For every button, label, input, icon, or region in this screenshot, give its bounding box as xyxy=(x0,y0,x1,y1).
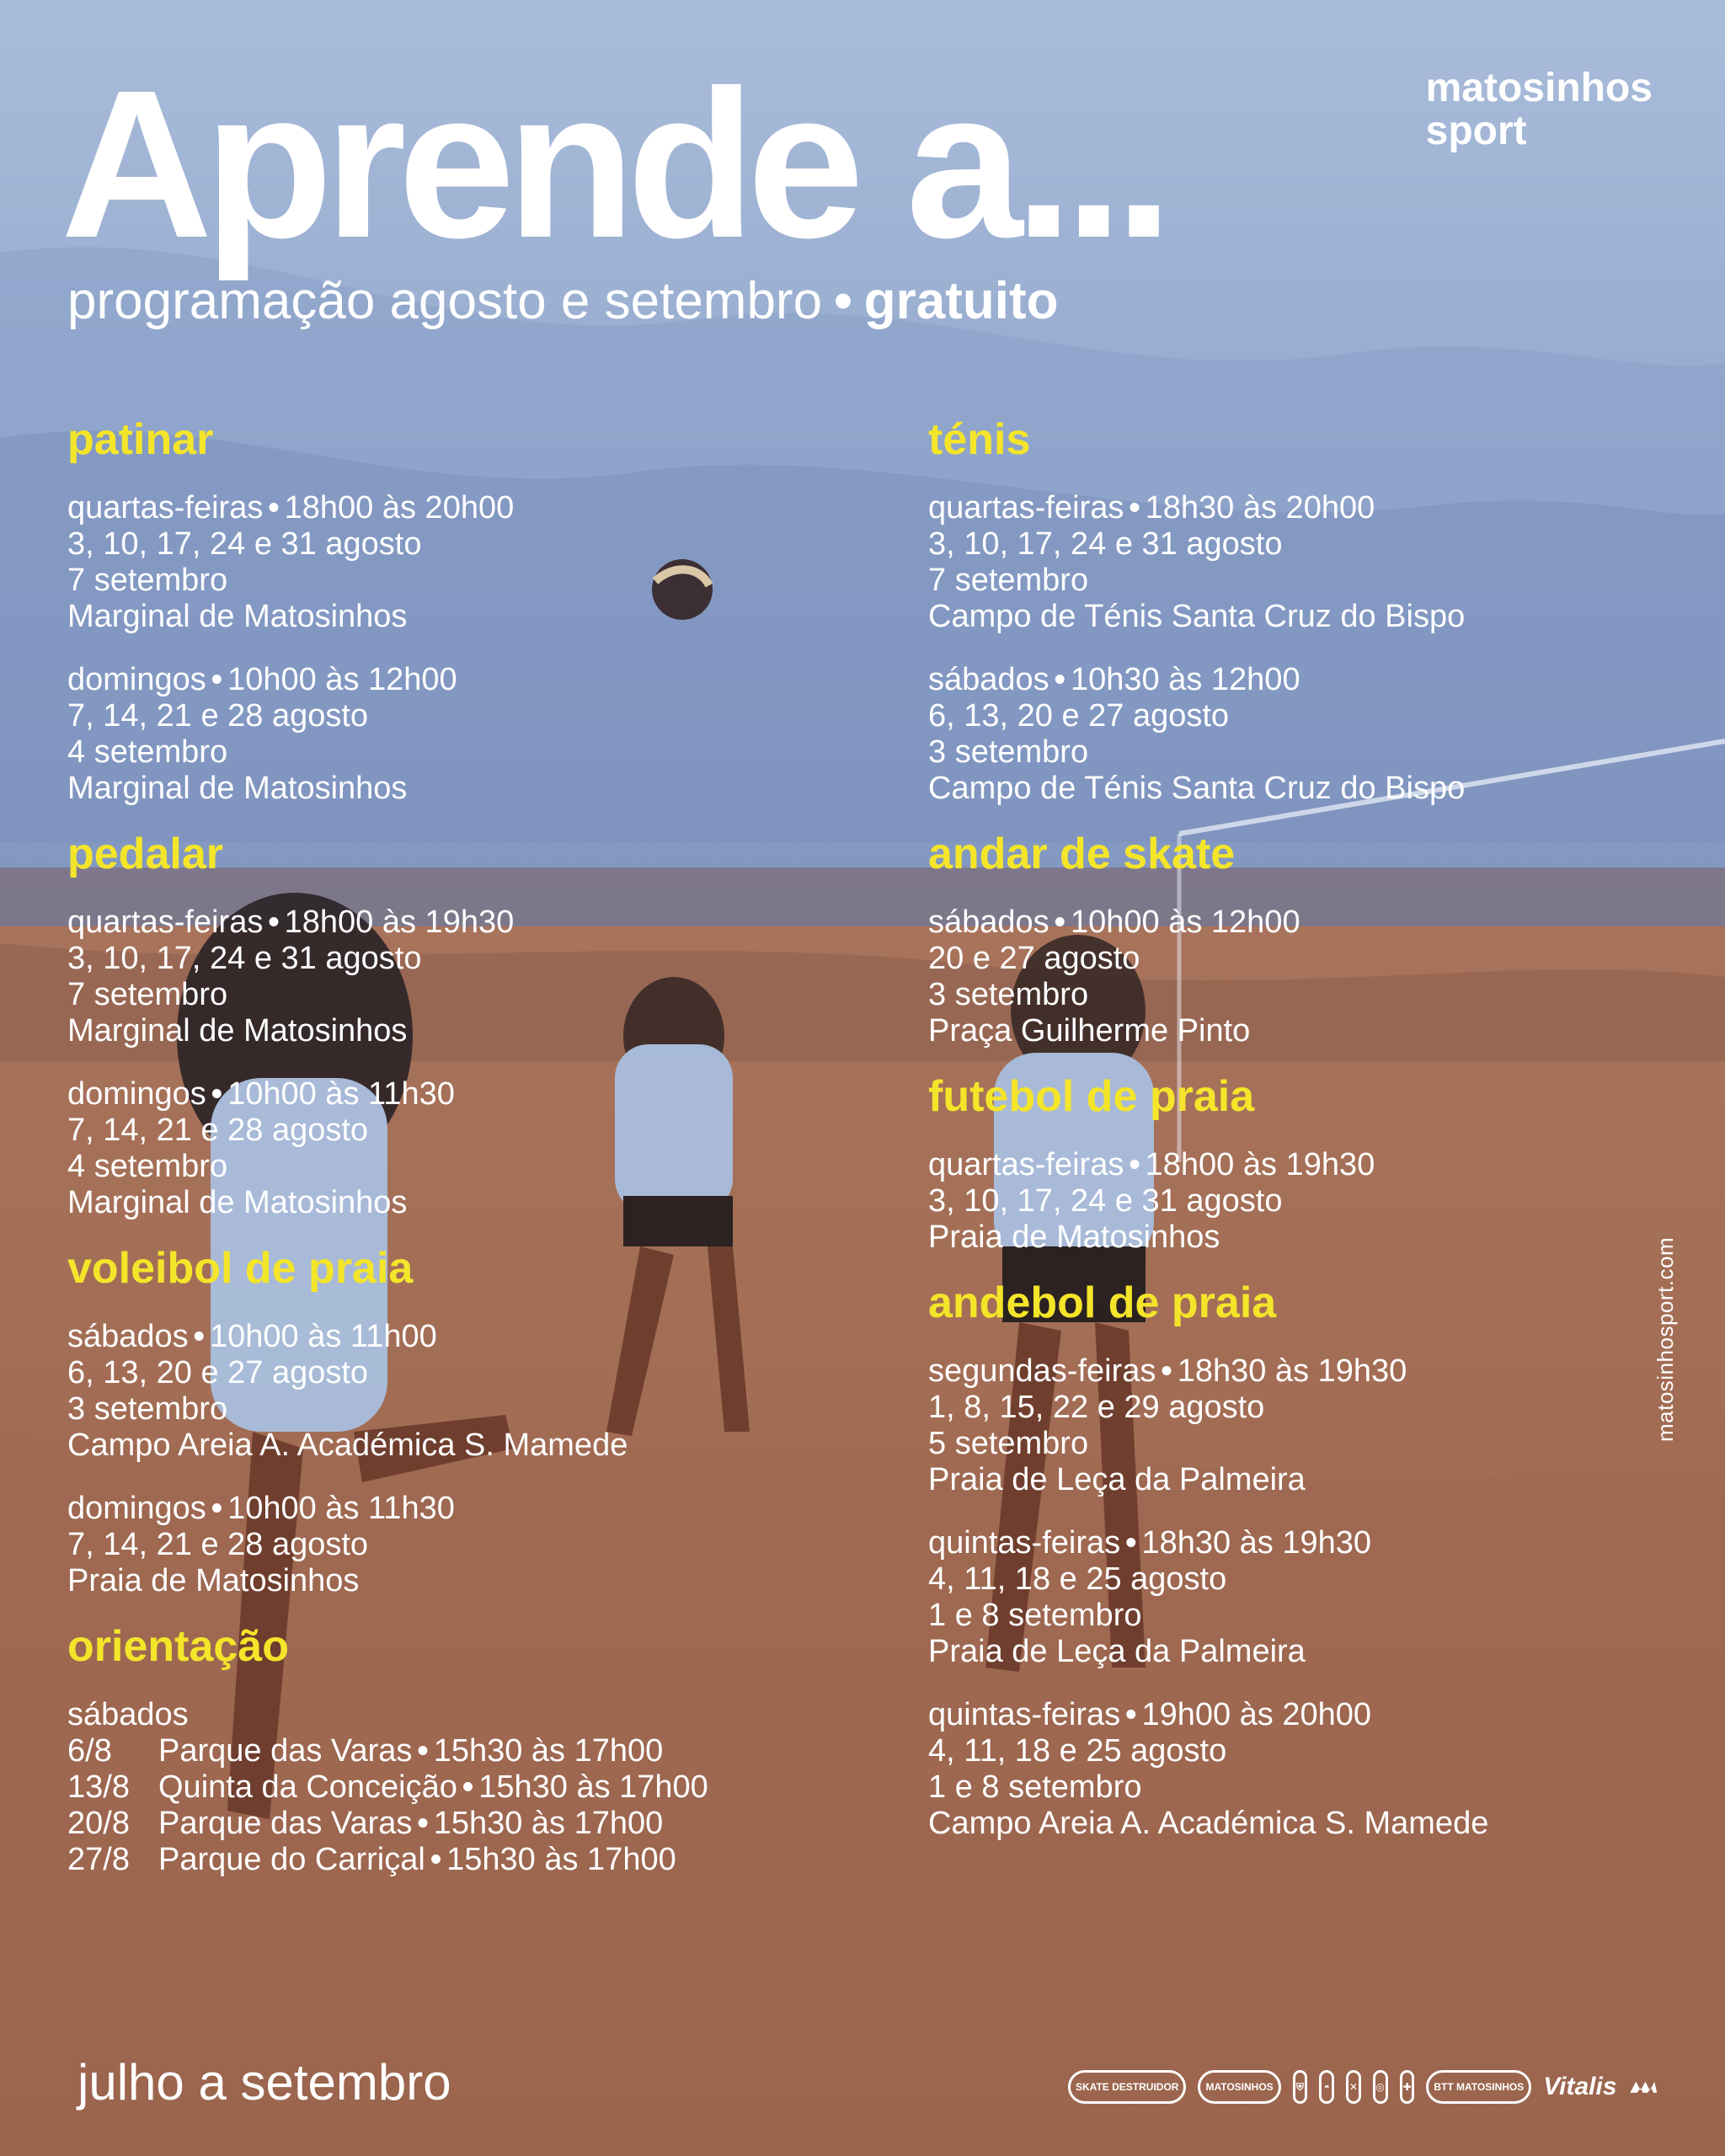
left-column xyxy=(67,413,825,1898)
session-day-time xyxy=(928,1525,1653,1561)
session-place: Marginal de Matosinhos xyxy=(67,1185,408,1220)
activity-title: andar de skate xyxy=(928,830,1236,878)
dot-separator: • xyxy=(193,1319,205,1354)
sponsor-logos xyxy=(1068,2062,1658,2112)
session-time: 10h30 às 12h00 xyxy=(1070,662,1300,697)
dot-separator: • xyxy=(211,1076,223,1112)
activity-title: pedalar xyxy=(67,830,223,878)
session-dates: 20 e 27 agosto xyxy=(928,941,1140,976)
session xyxy=(928,1697,1653,1842)
session-place: Praça Guilherme Pinto xyxy=(928,1013,1251,1049)
session-day: segundas-feiras xyxy=(928,1353,1156,1389)
session-place: Praia de Matosinhos xyxy=(67,1563,360,1598)
subtitle xyxy=(67,271,1059,331)
session-dates: 6, 13, 20 e 27 agosto xyxy=(67,1355,369,1390)
dot-separator: • xyxy=(211,1491,223,1526)
session xyxy=(928,662,1653,807)
session-dates: 1 e 8 setembro xyxy=(928,1769,1142,1805)
badge-icon: ◎ xyxy=(1373,2070,1388,2104)
subtitle-separator: • xyxy=(834,272,852,330)
session-place: Campo Areia A. Académica S. Mamede xyxy=(928,1806,1489,1841)
activity-title: voleibol de praia xyxy=(67,1244,414,1293)
activity-futebol-de-praia xyxy=(928,1070,1653,1256)
schedule-place: Quinta da Conceição xyxy=(158,1769,457,1805)
session-dates: 7 setembro xyxy=(928,563,1089,598)
session xyxy=(928,1525,1653,1670)
dot-separator: • xyxy=(1129,490,1140,526)
matosinhos-club-logo: MATOSINHOS xyxy=(1198,2070,1280,2104)
matosinhos-sport-logo xyxy=(1426,67,1653,153)
session-place: Campo de Ténis Santa Cruz do Bispo xyxy=(928,771,1466,806)
session xyxy=(67,1491,825,1599)
session-time: 18h00 às 19h30 xyxy=(1145,1147,1375,1182)
session xyxy=(928,905,1653,1049)
session xyxy=(67,905,825,1049)
session-time: 18h00 às 20h00 xyxy=(284,490,515,526)
activity-voleibol-de-praia xyxy=(67,1241,825,1599)
session-day: domingos xyxy=(67,662,206,697)
session-dates: 3 setembro xyxy=(67,1391,228,1427)
brand-line-1: matosinhos xyxy=(1425,66,1653,110)
dot-separator: • xyxy=(1125,1697,1137,1732)
session-time: 18h30 às 19h30 xyxy=(1177,1353,1407,1389)
activity-title: ténis xyxy=(928,415,1031,464)
session-time: 19h00 às 20h00 xyxy=(1141,1697,1372,1732)
website-url[interactable]: matosinhosport.com xyxy=(1653,1236,1678,1442)
session-time: 10h00 às 11h30 xyxy=(227,1491,455,1526)
session-dates: 3 setembro xyxy=(928,977,1089,1012)
activity-title: patinar xyxy=(67,415,214,464)
session-dates: 3 setembro xyxy=(928,734,1089,770)
schedule-row xyxy=(67,1806,825,1842)
session xyxy=(928,1147,1653,1256)
session xyxy=(67,1076,825,1221)
session xyxy=(67,662,825,807)
session-dates: 5 setembro xyxy=(928,1426,1089,1461)
session xyxy=(928,1353,1653,1498)
right-column xyxy=(928,413,1653,1862)
session-dates: 7, 14, 21 e 28 agosto xyxy=(67,1113,369,1148)
session-time: 10h00 às 11h30 xyxy=(227,1076,455,1112)
session xyxy=(67,490,825,635)
session-day-time xyxy=(928,490,1653,526)
schedule-time: 15h30 às 17h00 xyxy=(478,1769,708,1805)
session-day-time xyxy=(928,905,1653,941)
dot-separator: • xyxy=(430,1842,442,1877)
session-day: sábados xyxy=(67,1697,189,1732)
session-day-time xyxy=(928,1353,1653,1390)
dot-separator: • xyxy=(417,1806,429,1841)
session-dates: 4, 11, 18 e 25 agosto xyxy=(928,1561,1227,1597)
dot-separator: • xyxy=(1161,1353,1172,1389)
shield-icon: ⛨ xyxy=(1293,2070,1308,2104)
session-day: quartas-feiras xyxy=(67,490,264,526)
session xyxy=(928,490,1653,635)
session-day: sábados xyxy=(928,662,1049,697)
session-day: quintas-feiras xyxy=(928,1525,1121,1561)
session-dates: 1, 8, 15, 22 e 29 agosto xyxy=(928,1390,1265,1425)
session-time: 10h00 às 12h00 xyxy=(1070,905,1300,940)
session-place: Campo de Ténis Santa Cruz do Bispo xyxy=(928,599,1466,634)
activity-orientacao xyxy=(67,1620,825,1878)
schedule-time: 15h30 às 17h00 xyxy=(433,1806,664,1841)
activity-pedalar xyxy=(67,827,825,1221)
session-place: Praia de Matosinhos xyxy=(928,1219,1220,1255)
session-dates: 7, 14, 21 e 28 agosto xyxy=(67,1527,369,1562)
session-time: 10h00 às 11h00 xyxy=(209,1319,437,1354)
schedule-date: 20/8 xyxy=(67,1806,130,1841)
club-crest-icon: ◓ xyxy=(1319,2070,1334,2104)
session-dates: 1 e 8 setembro xyxy=(928,1598,1142,1633)
schedule-time: 15h30 às 17h00 xyxy=(433,1733,664,1769)
dot-separator: • xyxy=(462,1769,474,1805)
subtitle-free: gratuito xyxy=(863,272,1059,330)
activity-title: andebol de praia xyxy=(928,1278,1277,1327)
brand-line-2: sport xyxy=(1425,108,1527,153)
schedule-date: 6/8 xyxy=(67,1733,112,1769)
session-time: 18h30 às 19h30 xyxy=(1141,1525,1372,1561)
session-day-time xyxy=(928,1147,1653,1183)
session-dates: 3, 10, 17, 24 e 31 agosto xyxy=(928,526,1283,562)
dot-separator: • xyxy=(1054,662,1065,697)
session-day: sábados xyxy=(928,905,1049,940)
session-day: domingos xyxy=(67,1491,206,1526)
dot-separator: • xyxy=(417,1733,429,1769)
session xyxy=(67,1697,825,1878)
activity-title: orientação xyxy=(67,1622,289,1671)
session-dates: 7 setembro xyxy=(67,977,228,1012)
session-dates: 4, 11, 18 e 25 agosto xyxy=(928,1733,1227,1769)
dot-separator: • xyxy=(211,662,223,697)
schedule-row xyxy=(67,1769,825,1806)
session-day-time xyxy=(67,1319,825,1355)
session-time: 10h00 às 12h00 xyxy=(227,662,457,697)
session-dates: 3, 10, 17, 24 e 31 agosto xyxy=(67,526,422,562)
activity-tenis xyxy=(928,413,1653,807)
activity-title: futebol de praia xyxy=(928,1072,1255,1121)
session-dates: 3, 10, 17, 24 e 31 agosto xyxy=(67,941,422,976)
dot-separator: • xyxy=(1125,1525,1137,1561)
session-place: Campo Areia A. Académica S. Mamede xyxy=(67,1428,628,1463)
session xyxy=(67,1319,825,1464)
session-day-time xyxy=(928,1697,1653,1733)
session-place: Marginal de Matosinhos xyxy=(67,771,408,806)
session-day: quartas-feiras xyxy=(928,490,1124,526)
dot-separator: • xyxy=(1129,1147,1140,1182)
session-day-time xyxy=(67,1491,825,1527)
vitalis-logo: Vitalis xyxy=(1543,2073,1617,2100)
schedule-place: Parque das Varas xyxy=(158,1733,413,1769)
schedule-date: 13/8 xyxy=(67,1769,130,1805)
schedule-time: 15h30 às 17h00 xyxy=(446,1842,676,1877)
activity-andar-de-skate xyxy=(928,827,1653,1049)
session-day-time xyxy=(67,490,825,526)
schedule-place: Parque das Varas xyxy=(158,1806,413,1841)
session-day-time xyxy=(67,662,825,698)
matosinhos-municipality-logo xyxy=(1629,2067,1658,2107)
session-day-time xyxy=(67,1076,825,1113)
session-place: Marginal de Matosinhos xyxy=(67,599,408,634)
session-day: sábados xyxy=(67,1319,189,1354)
session-day-time xyxy=(67,905,825,941)
session-time: 18h00 às 19h30 xyxy=(284,905,515,940)
page-title: Aprende a... xyxy=(61,46,1165,281)
session-day-time xyxy=(928,662,1653,698)
session-dates: 7, 14, 21 e 28 agosto xyxy=(67,698,369,734)
session-dates: 4 setembro xyxy=(67,734,228,770)
session-time: 18h30 às 20h00 xyxy=(1145,490,1375,526)
crest-icon: ✚ xyxy=(1400,2070,1415,2104)
session-dates: 3, 10, 17, 24 e 31 agosto xyxy=(928,1183,1283,1219)
session-dates: 7 setembro xyxy=(67,563,228,598)
dot-separator: • xyxy=(268,905,280,940)
session-day: quartas-feiras xyxy=(928,1147,1124,1182)
session-day: quintas-feiras xyxy=(928,1697,1121,1732)
session-day: quartas-feiras xyxy=(67,905,264,940)
btt-matosinhos-logo: BTT MATOSINHOS xyxy=(1426,2070,1531,2104)
subtitle-programme: programação agosto e setembro xyxy=(67,272,823,330)
session-place: Praia de Leça da Palmeira xyxy=(928,1634,1306,1669)
skate-destruidor-logo: SKATE DESTRUIDOR xyxy=(1068,2070,1186,2104)
dot-separator: • xyxy=(268,490,280,526)
footer-period: julho a setembro xyxy=(77,2054,451,2111)
activity-patinar xyxy=(67,413,825,807)
session-dates: 4 setembro xyxy=(67,1149,228,1184)
session-place: Marginal de Matosinhos xyxy=(67,1013,408,1049)
schedule-row xyxy=(67,1733,825,1769)
schedule-date: 27/8 xyxy=(67,1842,130,1877)
activity-andebol-de-praia xyxy=(928,1276,1653,1842)
schedule-place: Parque do Carriçal xyxy=(158,1842,425,1877)
dot-separator: • xyxy=(1054,905,1065,940)
schedule-row xyxy=(67,1842,825,1878)
crossed-rackets-icon: ✕ xyxy=(1346,2070,1361,2104)
session-place: Praia de Leça da Palmeira xyxy=(928,1462,1306,1497)
session-dates: 6, 13, 20 e 27 agosto xyxy=(928,698,1230,734)
session-day: domingos xyxy=(67,1076,206,1112)
